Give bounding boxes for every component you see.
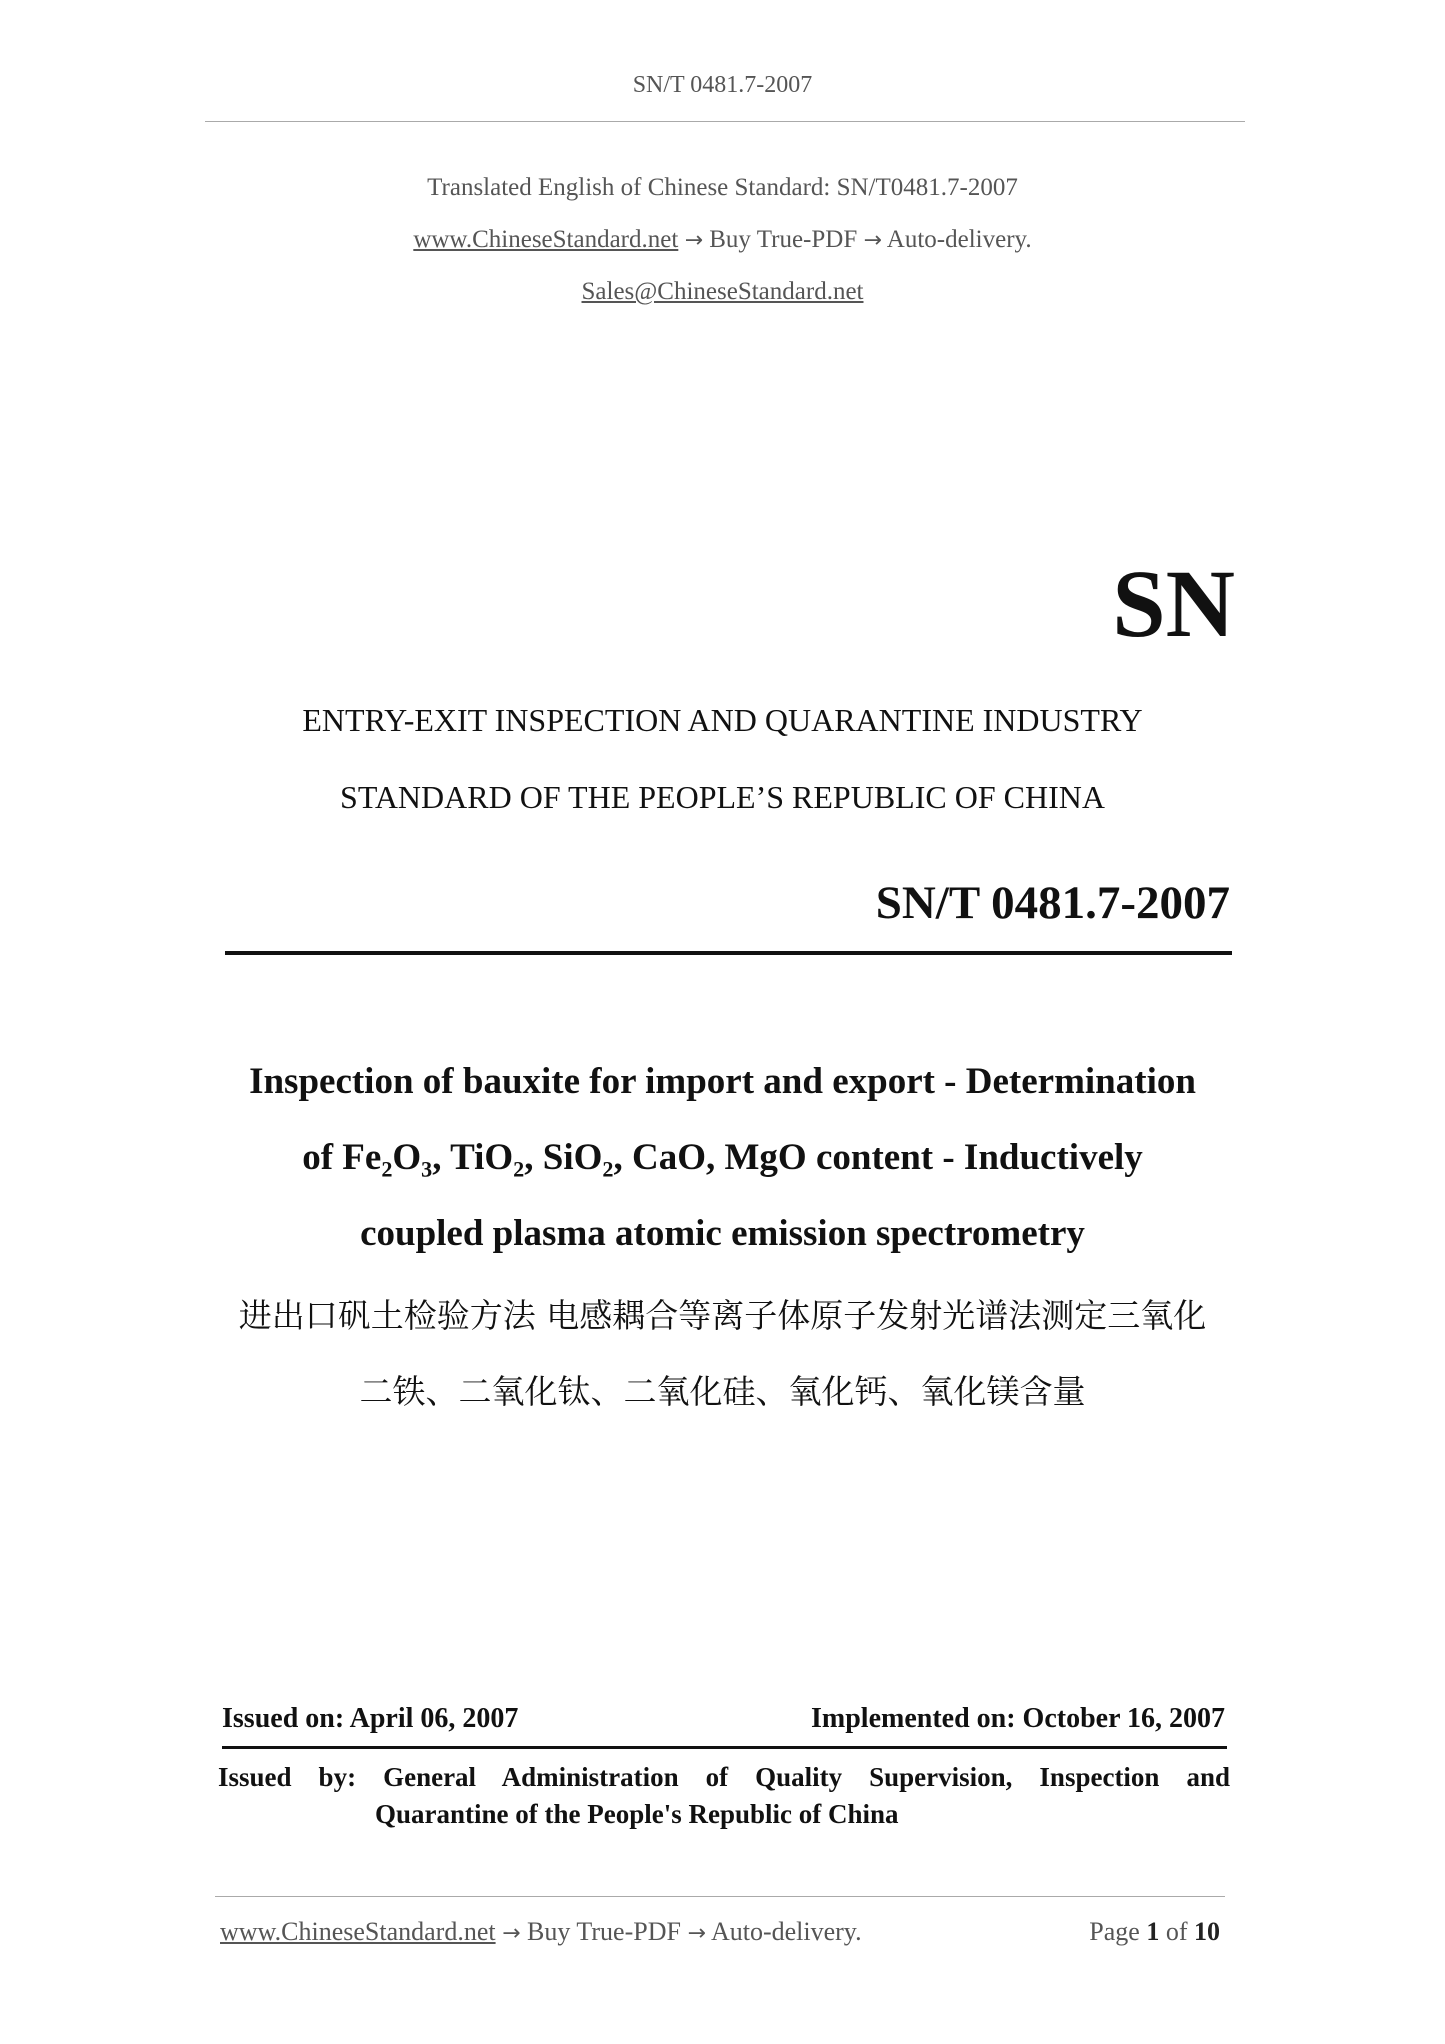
header-divider <box>205 121 1245 122</box>
footer-purchase-line <box>220 1917 862 1947</box>
email-line <box>0 278 1445 306</box>
footer-delivery-text: Auto-delivery. <box>710 1917 862 1946</box>
translation-notice: Translated English of Chinese Standard: SN/T0481.7-2007 <box>427 174 1018 201</box>
document-number: SN/T 0481.7-2007 <box>875 877 1230 929</box>
page-indicator <box>1089 1917 1220 1947</box>
right-arrow-icon: → <box>687 1921 706 1946</box>
purchase-line <box>0 226 1445 254</box>
page-label: Page <box>1089 1917 1140 1946</box>
right-arrow-icon: → <box>684 228 703 253</box>
footer-buy-text: Buy True-PDF <box>527 1917 681 1946</box>
right-arrow-icon: → <box>863 228 882 253</box>
page-current: 1 <box>1146 1917 1160 1946</box>
issued-on-date: Issued on: April 06, 2007 <box>222 1703 519 1734</box>
buy-text: Buy True-PDF <box>709 226 858 253</box>
standard-mark: SN <box>1112 550 1235 657</box>
title-en-line-3: coupled plasma atomic emission spectrometry <box>360 1213 1085 1254</box>
footer-site-link[interactable]: www.ChineseStandard.net <box>220 1917 496 1946</box>
right-arrow-icon: → <box>502 1921 521 1946</box>
issuer-block <box>218 1762 1230 1830</box>
issuer-name-part1: General Administration of Quality Supervision, Inspection and <box>383 1762 1230 1792</box>
title-divider <box>225 951 1232 955</box>
issuer-line-2: Quarantine of the People's Republic of China <box>375 1799 899 1829</box>
issuer-line-1 <box>218 1762 1230 1793</box>
footer-divider <box>215 1896 1225 1897</box>
page-of: of <box>1165 1917 1188 1946</box>
title-en-line-1: Inspection of bauxite for import and export - Determination <box>249 1061 1196 1102</box>
title-cn-line-2: 二铁、二氧化钛、二氧化硅、氧化钙、氧化镁含量 <box>359 1372 1086 1411</box>
title-cn-line-1: 进出口矾土检验方法 电感耦合等离子体原子发射光谱法测定三氧化 <box>238 1296 1207 1335</box>
implemented-on-date: Implemented on: October 16, 2007 <box>811 1703 1225 1734</box>
issuer-label: Issued by: <box>218 1762 357 1792</box>
site-link[interactable]: www.ChineseStandard.net <box>413 226 679 253</box>
industry-line-1: ENTRY-EXIT INSPECTION AND QUARANTINE INDUSTRY <box>302 702 1143 738</box>
delivery-text: Auto-delivery. <box>886 226 1032 253</box>
page-total: 10 <box>1194 1917 1220 1946</box>
email-link[interactable]: Sales@ChineseStandard.net <box>581 278 864 305</box>
industry-line-2: STANDARD OF THE PEOPLE’S REPUBLIC OF CHINA <box>340 779 1105 815</box>
running-header: SN/T 0481.7-2007 <box>632 72 813 98</box>
title-en-line-2: of Fe₂O₃, TiO₂, SiO₂, CaO, MgO content - Inductively <box>302 1137 1143 1178</box>
dates-divider <box>222 1746 1227 1749</box>
